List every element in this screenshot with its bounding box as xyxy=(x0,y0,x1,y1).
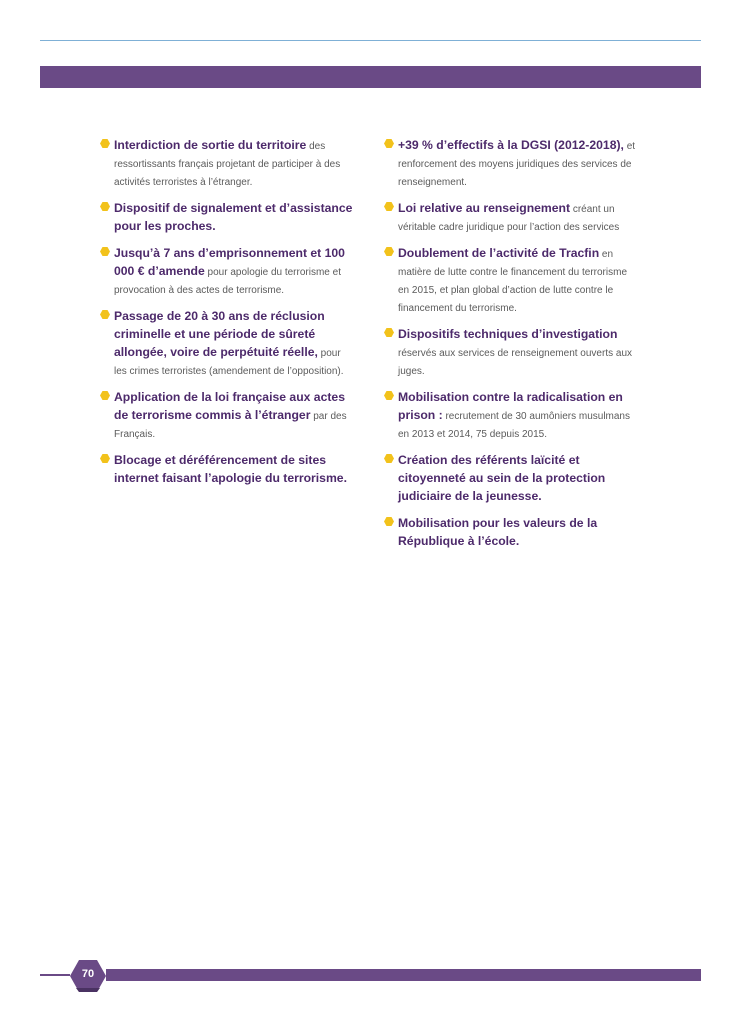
list-item xyxy=(384,388,640,442)
list-item xyxy=(100,307,356,379)
list-item xyxy=(100,451,356,487)
hexagon-bullet-icon xyxy=(384,328,394,337)
item-title: Doublement de l’activité de Tracfin xyxy=(398,246,600,260)
item-text: recrutement de 30 aumôniers musulmans en 2013 et 2014, 75 depuis 2015. xyxy=(398,411,630,440)
hexagon-bullet-icon xyxy=(384,247,394,256)
item-title: Création des référents laïcité et citoyenneté au sein de la protection judiciaire de la jeunesse. xyxy=(398,453,606,503)
hexagon-bullet-icon xyxy=(384,139,394,148)
item-text: pour les crimes terroristes (amendement de l’opposition). xyxy=(114,348,344,377)
list-item xyxy=(100,136,356,190)
item-title: Jusqu’à 7 ans d’emprisonnement et 100 000 € d’amende xyxy=(114,246,345,278)
right-column xyxy=(384,136,640,559)
list-item xyxy=(100,388,356,442)
hexagon-bullet-icon xyxy=(100,454,110,463)
list-item xyxy=(384,199,640,235)
item-title: Blocage et déréférencement de sites internet faisant l’apologie du terrorisme. xyxy=(114,453,347,485)
hexagon-bullet-icon xyxy=(384,391,394,400)
page-number: 70 xyxy=(81,968,95,980)
item-text: pour apologie du terrorisme et provocation à des actes de terrorisme. xyxy=(114,267,341,296)
left-column xyxy=(100,136,356,496)
item-text: créant un véritable cadre juridique pour l’action des services xyxy=(398,204,620,233)
list-item xyxy=(384,451,640,505)
item-title: Loi relative au renseignement xyxy=(398,201,571,215)
list-item xyxy=(100,244,356,298)
footer-rule xyxy=(40,974,70,976)
hexagon-bullet-icon xyxy=(100,139,110,148)
item-text: et renforcement des moyens juridiques des services de renseignement. xyxy=(398,141,636,188)
item-title: Dispositifs techniques d’investigation xyxy=(398,327,618,341)
item-title: Dispositif de signalement et d’assistance pour les proches. xyxy=(114,201,353,233)
hexagon-bullet-icon xyxy=(100,202,110,211)
hexagon-bullet-icon xyxy=(384,517,394,526)
list-item xyxy=(100,199,356,235)
hexagon-bullet-icon xyxy=(100,310,110,319)
list-item xyxy=(384,514,640,550)
item-text: par des Français. xyxy=(114,411,347,440)
item-title: +39 % d’effectifs à la DGSI (2012-2018), xyxy=(398,138,624,152)
list-item xyxy=(384,325,640,379)
item-title: Interdiction de sortie du territoire xyxy=(114,138,307,152)
hexagon-bullet-icon xyxy=(384,202,394,211)
list-item xyxy=(384,136,640,190)
item-text: réservés aux services de renseignement ouverts aux juges. xyxy=(398,348,633,377)
hexagon-bullet-icon xyxy=(384,454,394,463)
item-title: Passage de 20 à 30 ans de réclusion criminelle et une période de sûreté allongée, voire de perpétuité réelle, xyxy=(114,309,325,359)
header-band xyxy=(40,66,701,88)
footer-band xyxy=(106,969,701,981)
hexagon-bullet-icon xyxy=(100,247,110,256)
item-text: en matière de lutte contre le financement du terrorisme en 2015, et plan global d’action de lutte contre le financement du terrorisme. xyxy=(398,249,627,314)
item-text: des ressortissants français projetant de participer à des activités terroristes à l’étranger. xyxy=(114,141,341,188)
hexagon-bullet-icon xyxy=(100,391,110,400)
item-title: Mobilisation contre la radicalisation en prison : xyxy=(398,390,623,422)
item-title: Mobilisation pour les valeurs de la République à l’école. xyxy=(398,516,598,548)
item-title: Application de la loi française aux actes de terrorisme commis à l’étranger xyxy=(114,390,345,422)
list-item xyxy=(384,244,640,316)
top-rule xyxy=(40,40,701,41)
